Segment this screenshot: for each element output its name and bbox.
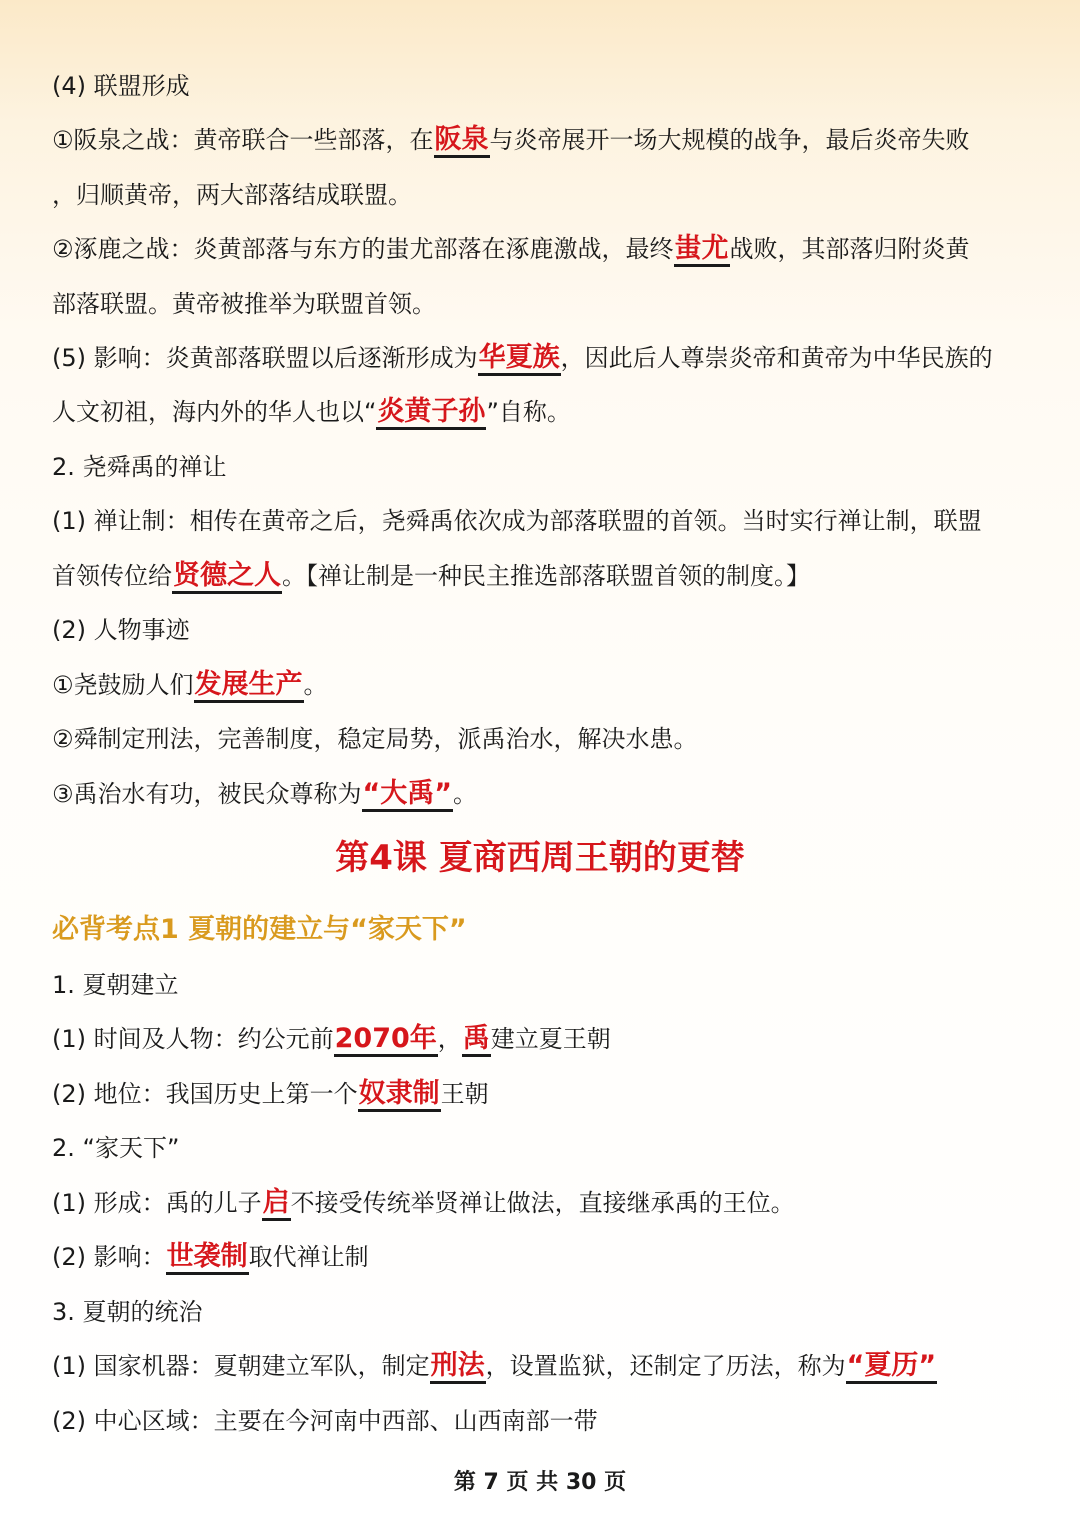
text-segment: ”自称。 [486,398,571,426]
para-yao [52,667,1050,703]
key-term-virtuous: 贤德之人 [172,560,282,594]
text-segment: ③禹治水有功，被民众尊称为 [52,780,362,808]
text-segment: 人文初祖，海内外的华人也以“ [52,398,377,426]
heading-xia-founding: 1. 夏朝建立 [52,971,179,999]
para-zhuolu-battle [52,231,1050,267]
text-segment: (2) 影响： [52,1243,166,1271]
text-segment: ②涿鹿之战：炎黄部落与东方的蚩尤部落在涿鹿激战，最终 [52,235,674,263]
key-term-huaxia: 华夏族 [478,342,561,376]
text-segment: ，设置监狱，还制定了历法，称为 [485,1352,846,1380]
para-hereditary [52,1239,1050,1275]
para-state-machine [52,1348,1050,1384]
key-term-xia-calendar: “夏历” [846,1350,938,1384]
heading-xia-rule: 3. 夏朝的统治 [52,1298,203,1326]
text-segment: (2) 地位：我国历史上第一个 [52,1080,358,1108]
para-influence-cont [52,394,1050,430]
text-segment: ， [437,1025,462,1053]
key-term-slavery: 奴隶制 [358,1078,441,1112]
text-segment: 首领传位给 [52,562,172,590]
para-central-region: (2) 中心区域：主要在今河南中西部、山西南部一带 [52,1407,598,1435]
text-segment: 。 [453,780,478,808]
text-segment: ①尧鼓励人们 [52,671,194,699]
key-term-yu: 禹 [462,1023,491,1057]
para-abdication-system: (1) 禅让制：相传在黄帝之后，尧舜禹依次成为部落联盟的首领。当时实行禅让制，联盟 [52,507,982,535]
page-number: 第 7 页 共 30 页 [453,1470,627,1495]
text-segment: 王朝 [440,1080,489,1108]
key-term-production: 发展生产 [194,669,304,703]
key-term-penal-law: 刑法 [430,1350,486,1384]
heading-figures: (2) 人物事迹 [52,616,190,644]
section-title: 必背考点1 夏朝的建立与“家天下” [52,914,467,945]
key-term-2070: 2070年 [334,1023,438,1057]
key-term-hereditary: 世袭制 [166,1241,249,1275]
text-segment: ①阪泉之战：黄帝联合一些部落，在 [52,126,434,154]
text-segment: (1) 形成：禹的儿子 [52,1189,262,1217]
key-term-yanhuang: 炎黄子孙 [376,396,486,430]
text-segment: (5) 影响：炎黄部落联盟以后逐渐形成为 [52,344,478,372]
text-segment: 不接受传统举贤禅让做法，直接继承禹的王位。 [290,1189,795,1217]
text-segment: 建立夏王朝 [490,1025,611,1053]
text-segment: 战败，其部落归附炎黄 [729,235,970,263]
text-segment: ，因此后人尊崇炎帝和黄帝为中华民族的 [560,344,993,372]
para-shun: ②舜制定刑法，完善制度，稳定局势，派禹治水，解决水患。 [52,725,698,753]
para-time-figure [52,1021,1050,1057]
para-influence [52,340,1050,376]
para-formation [52,1185,1050,1221]
key-term-qi: 启 [262,1187,291,1221]
heading-family-world: 2. “家天下” [52,1134,180,1162]
text-segment: 。 [303,671,328,699]
para-zhuolu-battle-cont: 部落联盟。黄帝被推举为联盟首领。 [52,290,436,318]
heading-abdication: 2. 尧舜禹的禅让 [52,453,227,481]
text-segment: 。【禅让制是一种民主推选部落联盟首领的制度。】 [282,562,810,590]
text-segment: (1) 时间及人物：约公元前 [52,1025,334,1053]
para-yu [52,776,1050,812]
para-abdication-system-cont [52,558,1050,594]
text-segment: 取代禅让制 [248,1243,369,1271]
text-segment: (1) 国家机器：夏朝建立军队，制定 [52,1352,430,1380]
lesson-title: 第4课 夏商西周王朝的更替 [335,838,745,878]
key-term-dayu: “大禹” [362,778,454,812]
text-segment: 与炎帝展开一场大规模的战争，最后炎帝失败 [489,126,970,154]
para-banquan-battle-cont: ，归顺黄帝，两大部落结成联盟。 [52,181,412,209]
heading-alliance-formation: (4) 联盟形成 [52,72,190,100]
para-banquan-battle [52,122,1050,158]
key-term-banquan: 阪泉 [434,124,490,158]
key-term-chiyou: 蚩尤 [674,233,730,267]
para-status [52,1076,1050,1112]
